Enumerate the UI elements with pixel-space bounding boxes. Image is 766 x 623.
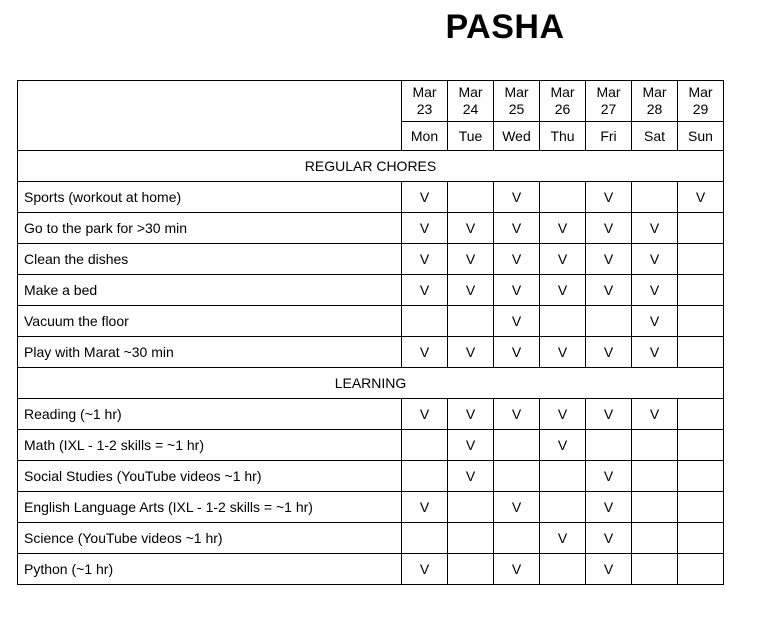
header-month-label: Mar — [412, 84, 437, 100]
task-mark-cell: V — [632, 337, 678, 368]
header-weekday-cell: Fri — [586, 122, 632, 151]
header-day-number: 27 — [600, 101, 617, 117]
task-mark-cell — [678, 306, 724, 337]
task-mark-cell — [494, 430, 540, 461]
header-month-label: Mar — [596, 84, 621, 100]
task-mark-cell: V — [586, 244, 632, 275]
task-mark-cell: V — [540, 213, 586, 244]
schedule-table — [17, 80, 724, 585]
task-mark-cell — [678, 244, 724, 275]
header-month-label: Mar — [642, 84, 667, 100]
header-weekday-cell: Tue — [448, 122, 494, 151]
header-weekday-cell: Sat — [632, 122, 678, 151]
task-mark-cell — [448, 182, 494, 213]
task-mark-cell: V — [494, 182, 540, 213]
section-header-row — [18, 151, 724, 182]
task-mark-cell — [402, 523, 448, 554]
section-title: LEARNING — [18, 368, 724, 399]
task-row — [18, 275, 724, 306]
header-month-label: Mar — [504, 84, 529, 100]
task-mark-cell: V — [632, 244, 678, 275]
task-row — [18, 213, 724, 244]
task-row — [18, 399, 724, 430]
task-mark-cell — [678, 554, 724, 585]
task-label: Sports (workout at home) — [18, 182, 402, 213]
task-mark-cell: V — [402, 554, 448, 585]
header-date-cell — [586, 81, 632, 122]
task-mark-cell — [632, 554, 678, 585]
header-day-number: 26 — [554, 101, 571, 117]
task-mark-cell: V — [448, 399, 494, 430]
task-mark-cell — [540, 182, 586, 213]
task-mark-cell: V — [494, 275, 540, 306]
task-mark-cell: V — [494, 399, 540, 430]
task-mark-cell — [678, 213, 724, 244]
task-label: English Language Arts (IXL - 1-2 skills = ~1 hr) — [18, 492, 402, 523]
task-mark-cell — [678, 523, 724, 554]
task-mark-cell — [632, 492, 678, 523]
header-month-label: Mar — [688, 84, 713, 100]
task-label: Social Studies (YouTube videos ~1 hr) — [18, 461, 402, 492]
task-label: Go to the park for >30 min — [18, 213, 402, 244]
task-mark-cell — [402, 461, 448, 492]
task-mark-cell — [678, 492, 724, 523]
task-label: Clean the dishes — [18, 244, 402, 275]
task-label: Vacuum the floor — [18, 306, 402, 337]
header-month-label: Mar — [550, 84, 575, 100]
task-row — [18, 523, 724, 554]
task-mark-cell — [678, 337, 724, 368]
header-weekday-cell: Wed — [494, 122, 540, 151]
task-mark-cell — [632, 182, 678, 213]
task-mark-cell — [678, 461, 724, 492]
task-mark-cell: V — [586, 461, 632, 492]
header-date-cell — [448, 81, 494, 122]
task-row — [18, 337, 724, 368]
task-mark-cell: V — [402, 182, 448, 213]
task-mark-cell — [586, 430, 632, 461]
task-mark-cell — [678, 275, 724, 306]
header-day-number: 29 — [692, 101, 709, 117]
task-mark-cell: V — [448, 275, 494, 306]
task-mark-cell — [540, 461, 586, 492]
header-day-number: 24 — [462, 101, 479, 117]
task-label: Make a bed — [18, 275, 402, 306]
task-label: Python (~1 hr) — [18, 554, 402, 585]
task-mark-cell: V — [402, 213, 448, 244]
header-date-cell — [632, 81, 678, 122]
page-title: PASHA — [445, 8, 565, 46]
header-weekday-cell: Mon — [402, 122, 448, 151]
task-mark-cell: V — [586, 182, 632, 213]
task-label: Reading (~1 hr) — [18, 399, 402, 430]
task-mark-cell: V — [586, 554, 632, 585]
task-mark-cell — [448, 523, 494, 554]
task-mark-cell: V — [494, 492, 540, 523]
task-mark-cell: V — [632, 275, 678, 306]
task-mark-cell: V — [540, 275, 586, 306]
task-mark-cell: V — [494, 554, 540, 585]
task-label: Play with Marat ~30 min — [18, 337, 402, 368]
task-mark-cell: V — [586, 492, 632, 523]
task-mark-cell: V — [540, 244, 586, 275]
task-mark-cell: V — [586, 213, 632, 244]
task-mark-cell: V — [448, 244, 494, 275]
task-mark-cell — [448, 554, 494, 585]
task-mark-cell: V — [402, 337, 448, 368]
header-date-cell — [494, 81, 540, 122]
task-mark-cell — [540, 306, 586, 337]
task-mark-cell: V — [540, 337, 586, 368]
task-row — [18, 182, 724, 213]
task-mark-cell: V — [494, 306, 540, 337]
task-mark-cell: V — [448, 337, 494, 368]
task-mark-cell: V — [540, 430, 586, 461]
task-row — [18, 244, 724, 275]
task-mark-cell: V — [586, 399, 632, 430]
task-row — [18, 554, 724, 585]
task-row — [18, 461, 724, 492]
task-mark-cell: V — [448, 461, 494, 492]
task-mark-cell — [632, 461, 678, 492]
task-label: Math (IXL - 1-2 skills = ~1 hr) — [18, 430, 402, 461]
task-mark-cell — [540, 492, 586, 523]
task-row — [18, 306, 724, 337]
task-mark-cell — [494, 461, 540, 492]
task-mark-cell: V — [402, 492, 448, 523]
task-mark-cell: V — [402, 275, 448, 306]
task-mark-cell — [632, 430, 678, 461]
header-date-cell — [678, 81, 724, 122]
header-date-cell — [540, 81, 586, 122]
task-mark-cell — [402, 430, 448, 461]
header-day-number: 23 — [416, 101, 433, 117]
task-mark-cell: V — [632, 213, 678, 244]
section-header-row — [18, 368, 724, 399]
task-row — [18, 430, 724, 461]
header-month-label: Mar — [458, 84, 483, 100]
header-weekday-cell: Sun — [678, 122, 724, 151]
section-title: REGULAR CHORES — [18, 151, 724, 182]
task-mark-cell: V — [448, 213, 494, 244]
task-mark-cell: V — [494, 244, 540, 275]
header-date-cell — [402, 81, 448, 122]
header-date-row — [18, 81, 724, 122]
task-mark-cell — [678, 399, 724, 430]
task-mark-cell — [448, 492, 494, 523]
task-mark-cell — [586, 306, 632, 337]
task-mark-cell — [448, 306, 494, 337]
header-day-number: 25 — [508, 101, 525, 117]
task-mark-cell: V — [402, 244, 448, 275]
task-mark-cell: V — [448, 430, 494, 461]
task-mark-cell — [494, 523, 540, 554]
task-mark-cell: V — [540, 399, 586, 430]
task-mark-cell: V — [540, 523, 586, 554]
task-mark-cell — [632, 523, 678, 554]
task-mark-cell: V — [586, 523, 632, 554]
task-label: Science (YouTube videos ~1 hr) — [18, 523, 402, 554]
task-mark-cell — [402, 306, 448, 337]
task-mark-cell: V — [632, 306, 678, 337]
task-mark-cell: V — [586, 337, 632, 368]
task-mark-cell: V — [678, 182, 724, 213]
task-mark-cell: V — [586, 275, 632, 306]
task-mark-cell: V — [402, 399, 448, 430]
task-mark-cell — [678, 430, 724, 461]
task-mark-cell: V — [632, 399, 678, 430]
task-row — [18, 492, 724, 523]
header-day-number: 28 — [646, 101, 663, 117]
task-mark-cell — [540, 554, 586, 585]
header-corner-cell — [18, 81, 402, 151]
task-mark-cell: V — [494, 337, 540, 368]
header-weekday-cell: Thu — [540, 122, 586, 151]
task-mark-cell: V — [494, 213, 540, 244]
